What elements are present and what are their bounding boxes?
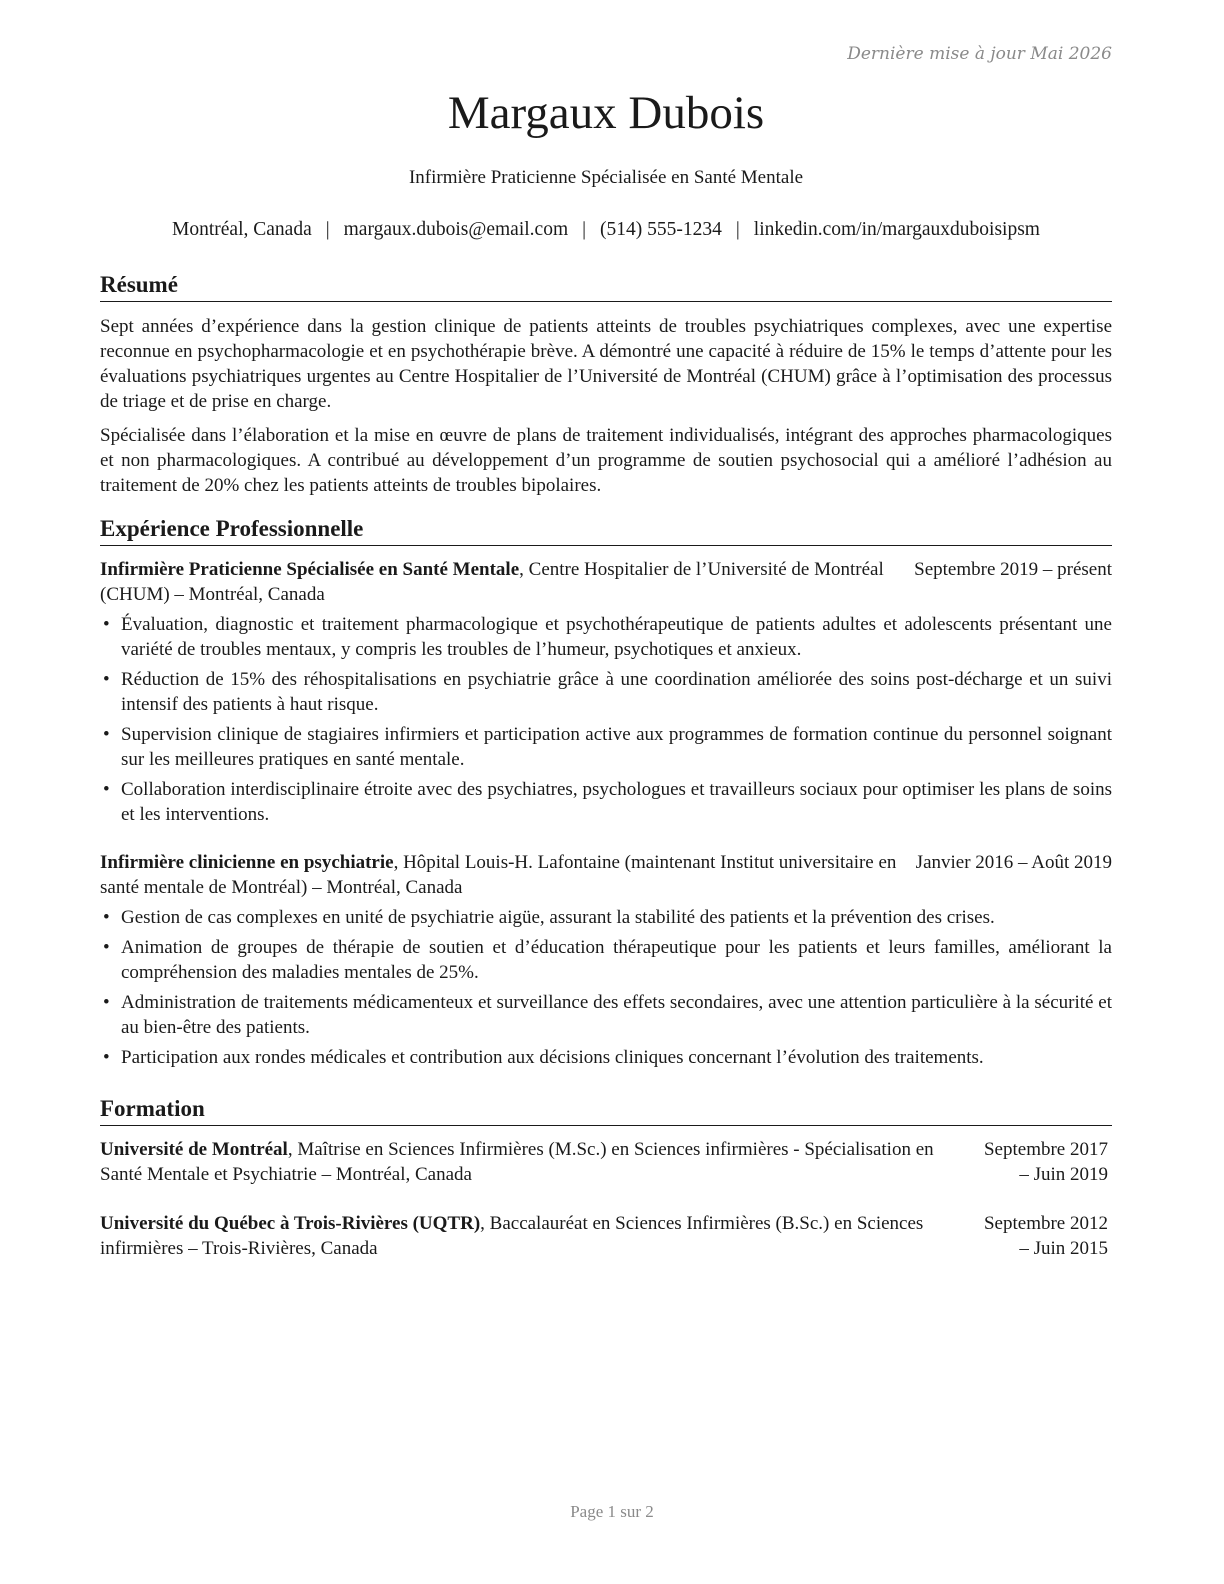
summary-paragraph: Spécialisée dans l’élaboration et la mise en œuvre de plans de traitement individualisés, intégrant des approches pharmacologiques et non pharmacologiques. A contribué au développement d’un programme de soutien psychosocial qui a amélioré l’adhésion au traitement de 20% chez les patients atteints de troubles bipolaires. [100,425,1112,496]
education-degree: , Baccalauréat en Sciences Infirmières (B.Sc.) en Sciences infirmières – Trois-Rivières, Canada [100,1213,924,1259]
list-item: • Gestion de cas complexes en unité de psychiatrie aigüe, assurant la stabilité des patients et la prévention des crises. [103,907,995,928]
contact-separator: | [582,219,587,240]
list-item: • Réduction de 15% des réhospitalisations en psychiatrie grâce à une coordination améliorée des soins post-décharge et un suivi intensif des patients à haut risque. [103,669,1112,715]
education-dates: Septembre 2012 – Juin 2015 [983,1213,1108,1259]
job-org: , Hôpital Louis-H. Lafontaine (maintenant Institut universitaire en santé mentale de Montréal) – Montréal, Canada [100,852,897,898]
candidate-name: Margaux Dubois [447,87,765,139]
contact-separator: | [325,219,330,240]
job-header [100,557,1112,607]
job-dates: Septembre 2019 – présent [904,557,1112,582]
list-item: • Évaluation, diagnostic et traitement pharmacologique et psychothérapeutique de patients adultes et adolescents présentant une variété de troubles mentaux, y compris les troubles de l’humeur, psychotiques et anxieux. [103,614,1112,660]
job-role: Infirmière clinicienne en psychiatrie [100,852,394,873]
job-bullets [100,905,1112,1075]
education-school: Université de Montréal [100,1139,288,1160]
job-role: Infirmière Praticienne Spécialisée en Santé Mentale [100,559,520,580]
contact-separator: | [735,219,740,240]
page-number: Page 1 sur 2 [570,1502,654,1521]
contact-location: Montréal, Canada [172,219,312,240]
education-dates: Septembre 2017 – Juin 2019 [983,1139,1108,1185]
education-entry [100,1211,1112,1261]
education-school: Université du Québec à Trois-Rivières (UQTR) [100,1213,481,1234]
list-item: • Supervision clinique de stagiaires infirmiers et participation active aux programmes de formation continue du personnel soignant sur les meilleures pratiques en santé mentale. [103,724,1112,770]
list-item: • Animation de groupes de thérapie de soutien et d’éducation thérapeutique pour les patients et leurs familles, améliorant la compréhension des maladies mentales de 25%. [103,937,1112,983]
education-entry [100,1137,1112,1187]
education-degree: , Maîtrise en Sciences Infirmières (M.Sc.) en Sciences infirmières - Spécialisation en Santé Mentale et Psychiatrie – Montréal, Canada [100,1139,934,1185]
list-item: • Administration de traitements médicamenteux et surveillance des effets secondaires, avec une attention particulière à la sécurité et au bien-être des patients. [103,992,1112,1038]
job-dates: Janvier 2016 – Août 2019 [906,850,1112,875]
list-item: • Participation aux rondes médicales et contribution aux décisions cliniques concernant l’évolution des traitements. [103,1047,984,1068]
section-heading-summary: Résumé [100,270,1112,302]
job-bullets [100,612,1112,832]
contact-linkedin[interactable]: linkedin.com/in/margauxduboisipsm [753,219,1040,240]
contact-phone: (514) 555-1234 [600,219,722,240]
job-header [100,850,1112,900]
section-heading-education: Formation [100,1094,1112,1126]
last-updated: Dernière mise à jour Mai 2026 [847,44,1112,64]
contact-email[interactable]: margaux.dubois@email.com [343,219,569,240]
section-heading-experience: Expérience Professionnelle [100,514,1112,546]
job-org: , Centre Hospitalier de l’Université de Montréal (CHUM) – Montréal, Canada [100,559,884,605]
summary-paragraph: Sept années d’expérience dans la gestion clinique de patients atteints de troubles psychiatriques complexes, avec une expertise reconnue en psychopharmacologie et en psychothérapie brève. A démontré une capacité à réduire de 15% le temps d’attente pour les évaluations psychiatriques urgentes au Centre Hospitalier de l’Université de Montréal (CHUM) grâce à l’optimisation des processus de triage et de prise en charge. [100,316,1112,412]
contact-line [100,219,1112,241]
list-item: • Collaboration interdisciplinaire étroite avec des psychiatres, psychologues et travailleurs sociaux pour optimiser les plans de soins et les interventions. [103,779,1112,825]
candidate-title: Infirmière Praticienne Spécialisée en Santé Mentale [408,167,804,188]
